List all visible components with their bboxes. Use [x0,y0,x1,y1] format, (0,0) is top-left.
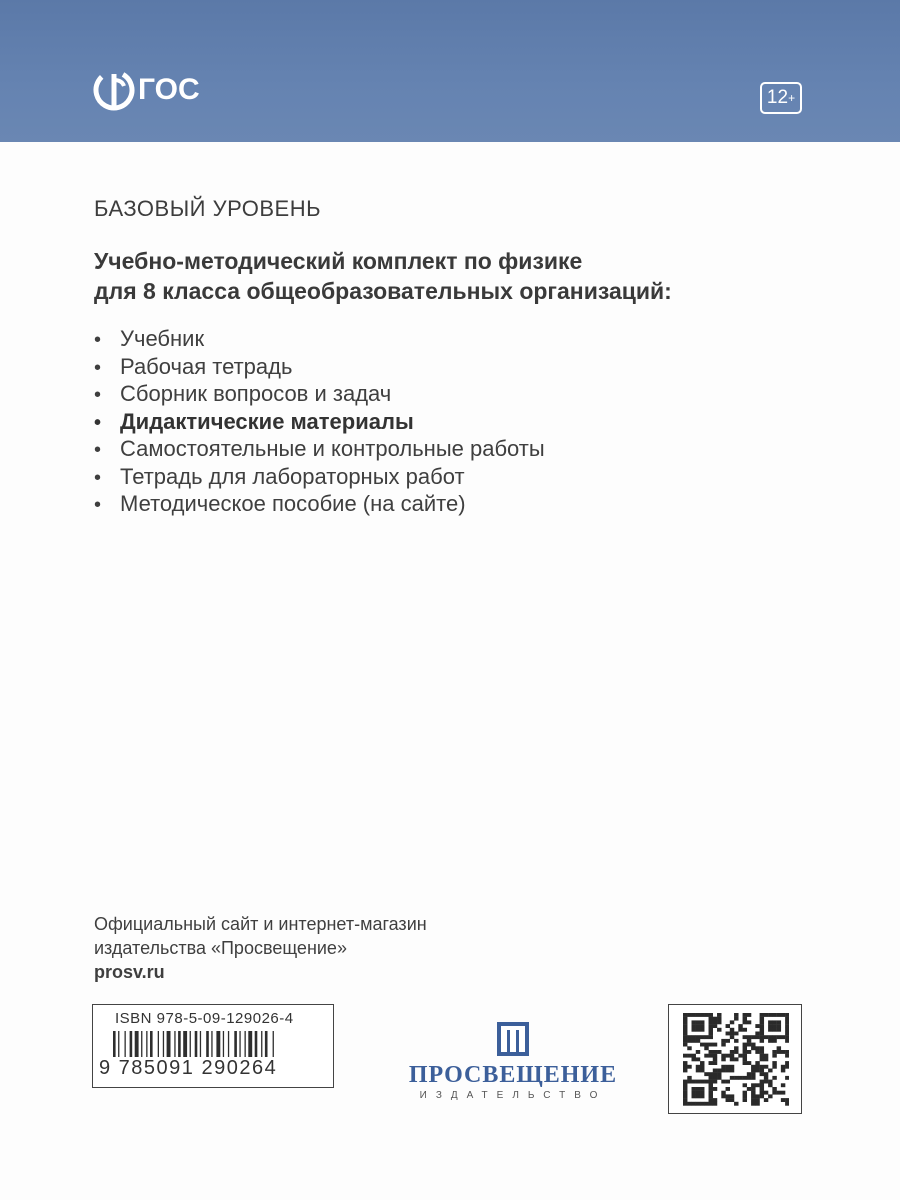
site-info-line-1: Официальный сайт и интернет-магазин [94,914,427,934]
age-rating-plus: + [788,91,796,105]
isbn-label: ISBN 978-5-09-129026-4 [115,1010,294,1027]
site-info [94,912,427,984]
components-list [94,326,545,519]
list-item-label: Сборник вопросов и задач [120,381,392,406]
kit-title-line-2: для 8 класса общеобразовательных организаций: [94,278,672,304]
kit-title-line-1: Учебно-методический комплект по физике [94,248,583,274]
bullet-icon: • [94,411,102,434]
bullet-icon: • [94,329,102,351]
fgos-logo-icon [92,68,136,112]
bullet-icon: • [94,384,102,406]
list-item-label: Методическое пособие (на сайте) [120,491,466,516]
list-item [94,436,545,464]
list-item-label: Самостоятельные и контрольные работы [120,436,545,461]
list-item [94,354,545,382]
list-item [94,491,545,519]
list-item-label: Учебник [120,326,205,351]
fgos-logo [92,62,212,118]
list-item [94,464,545,492]
header-band [0,0,900,142]
bullet-icon: • [94,494,102,516]
kit-title [94,246,834,306]
publisher-name: ПРОСВЕЩЕНИЕ [408,1062,618,1088]
site-info-line-2: издательства «Просвещение» [94,938,347,958]
qr-code-icon [683,1013,789,1107]
list-item [94,409,545,437]
prosveshchenie-logo-icon [400,1018,626,1062]
publisher-logo [400,1018,626,1106]
age-rating-value: 12 [766,87,789,108]
fgos-logo-text: ГОС [138,73,200,106]
bullet-icon: • [94,439,102,461]
qr-code-box [668,1004,802,1114]
barcode-digits: 9 785091 290264 [99,1057,278,1079]
list-item-label: Тетрадь для лабораторных работ [120,463,465,489]
publisher-subtitle: ИЗДАТЕЛЬСТВО [419,1090,607,1101]
level-label: БАЗОВЫЙ УРОВЕНЬ [94,196,322,221]
bullet-icon: • [94,466,102,489]
bullet-icon: • [94,356,102,379]
age-rating-badge [760,82,802,114]
list-item [94,326,545,354]
list-item-label: Рабочая тетрадь [120,353,293,379]
isbn-barcode-box [92,1004,334,1088]
list-item-label: Дидактические материалы [120,408,414,434]
site-url: prosv.ru [94,962,165,982]
list-item [94,381,545,409]
